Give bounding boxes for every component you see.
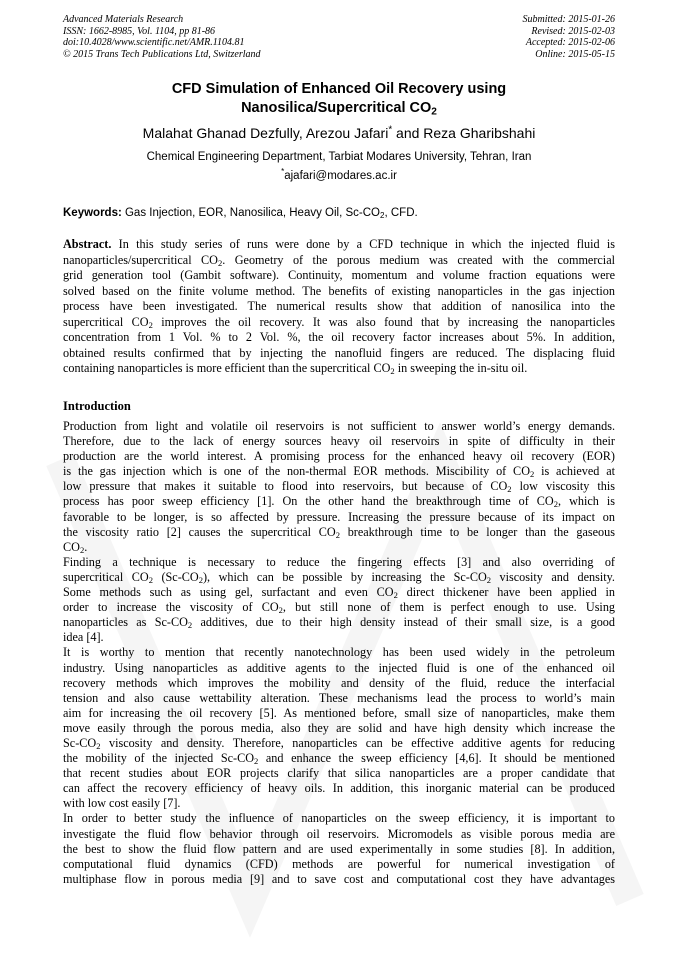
corresponding-mark: *: [388, 124, 393, 136]
body-line: multiphase flow in porous media [9] and to save cost and computational cost they have advantages: [63, 871, 615, 886]
introduction-body: [63, 419, 615, 887]
body-line: production are the world interest. A promising process for the enhanced heavy oil recovery (EOR): [63, 449, 615, 464]
date-revised: Revised: 2015-02-03: [531, 25, 615, 37]
corresponding-email: *ajafari@modares.ac.ir: [281, 167, 397, 182]
body-line: Therefore, due to the lack of energy sources heavy oil reservoirs in spite of difficulty in their: [63, 434, 615, 449]
abstract-line: Abstract. In this study series of runs were done by a CFD technique in which the injected fluid is: [63, 237, 615, 251]
body-line: aim for increasing the oil recovery [5]. As mentioned before, small size of nanoparticles, make them: [63, 705, 615, 720]
body-line: Finding a technique is necessary to reduce the fingering effects [3] and also overriding of: [63, 554, 615, 569]
abstract-line: grid generation tool (Gambit software). Continuity, momentum and volume fraction equations were: [63, 268, 615, 282]
body-line: Some methods such as using gel, surfactant and even $CO_2$ direct thickener have been applied in: [63, 585, 615, 601]
body-line: order to increase the viscosity of $CO_2$, but still none of them is perfect enough to use. Using: [63, 600, 616, 616]
body-line: $CO_2$.: [63, 539, 88, 555]
affiliation: Chemical Engineering Department, Tarbiat Modares University, Tehran, Iran: [146, 151, 532, 163]
keywords: Keywords: Gas Injection, EOR, Nanosilica, Heavy Oil, $Sc-CO_2$, CFD.: [63, 207, 418, 220]
issn-volume: ISSN: 1662-8985, Vol. 1104, pp 81-86: [63, 25, 216, 37]
abstract-line: nanoparticles/supercritical $CO_2$. Geometry of the porous medium was created with the commercial: [63, 252, 615, 268]
body-line: the viscosity ratio [2] causes the supercritical $CO_2$ breakthrough time to be longer than the gaseous: [63, 524, 615, 540]
body-line: process has poor sweep efficiency [1]. On the other hand the breakthrough time of $CO_2$, which is: [63, 494, 615, 510]
body-line: move easily through the porous media, also they are solid and have high density which increase the: [63, 720, 615, 735]
date-online: Online: 2015-05-15: [535, 48, 615, 60]
copyright: © 2015 Trans Tech Publications Ltd, Switzerland: [63, 48, 261, 60]
body-line: low pressure that makes it suitable to flood into reservoirs, but because of $CO_2$ low viscosity this: [63, 479, 615, 495]
author-3: and Reza Gharibshahi: [392, 125, 536, 141]
journal-name: Advanced Materials Research: [63, 14, 184, 25]
body-line: idea [4].: [63, 630, 104, 645]
abstract: [63, 237, 615, 377]
abstract-line: containing nanoparticles is more efficient than the supercritical $CO_2$ in sweeping the in-situ oil.: [63, 361, 528, 377]
author-list: [0, 124, 678, 142]
abstract-line: obtained results confirmed that by injecting the nanofluid fingers are reduced. The displacing fluid: [63, 345, 615, 360]
body-line: It is worthy to mention that recently nanotechnology has been used widely in the petroleum: [63, 645, 615, 660]
date-submitted: Submitted: 2015-01-26: [522, 14, 615, 25]
body-line: the best to show the fluid flow pattern and are used experimentally in some studies [8]. In addition,: [63, 841, 615, 856]
abstract-line: process have been investigated. The numerical results show that addition of nanosilica into the: [63, 299, 615, 313]
body-line: is the gas injection which is one of the non-thermal EOR methods. Miscibility of $CO_2$ is achieved at: [63, 464, 615, 480]
title-line-1: CFD Simulation of Enhanced Oil Recovery using: [171, 81, 507, 97]
section-heading-introduction: Introduction: [63, 399, 131, 413]
publication-dates: [523, 14, 616, 60]
body-line: nanoparticles as $Sc-CO_2$ additives, due to their high density instead of their small size, is a good: [63, 615, 615, 631]
abstract-label: Abstract.: [63, 237, 112, 251]
body-line: computational fluid dynamics (CFD) methods are powerful for numerical investigation of: [63, 856, 615, 871]
body-line: Production from light and volatile oil reservoirs is not sufficient to answer world’s energy demands.: [63, 419, 615, 433]
body-line: can affect the recovery efficiency of heavy oils. In addition, this inorganic material can be produced: [63, 781, 615, 796]
body-line: tension and also cause wettability alteration. These mechanisms lead the process to world’s main: [63, 690, 615, 705]
date-accepted: Accepted: 2015-02-06: [525, 37, 615, 48]
body-line: supercritical $CO_2$ $(Sc-CO_2)$, which can be possible by increasing the $Sc-CO_2$ viscosity and density.: [63, 569, 615, 586]
title-line-2: Nanosilica/Supercritical $CO_2$: [241, 100, 437, 118]
body-line: favorable to be longer, is so affected by pressure. Increasing the pressure because of its impact on: [63, 509, 615, 524]
abstract-line: concentration from 1 Vol. % to 2 Vol. %, the oil recovery factor increases about 5%. In addition,: [63, 330, 615, 344]
body-line: recovery methods which improves the mobility and density of the fluid, reduce the interfacial: [63, 675, 615, 690]
doi: doi:10.4028/www.scientific.net/AMR.1104.81: [63, 37, 245, 48]
abstract-line: solved based on the finite volume method. The benefits of existing nanoparticles in the gas injection: [63, 283, 615, 298]
body-line: the mobility of the injected $Sc-CO_2$ and enhance the sweep efficiency [4,6]. It should be mentioned: [63, 751, 615, 767]
paper-title: [0, 80, 678, 118]
author-2: Arezou Jafari: [305, 125, 389, 141]
body-line: In order to better study the influence of nanoparticles on the sweep efficiency, it is important to: [63, 811, 615, 826]
body-line: investigate the fluid flow behavior through oil reservoirs. Micromodels as visible porous media are: [63, 826, 615, 841]
author-1: Malahat Ghanad Dezfully,: [142, 125, 306, 141]
body-line: with low cost easily [7].: [63, 796, 181, 811]
body-line: that recent studies about EOR projects clarify that silica nanoparticles are a proper candidate that: [63, 766, 615, 781]
body-line: $Sc-CO_2$ viscosity and density. Therefore, nanoparticles can be effective additive agents for reducing: [63, 735, 615, 752]
journal-info: [63, 14, 261, 60]
keywords-label: Keywords:: [63, 207, 122, 219]
body-line: industry. Using nanoparticles as additive agents to the injected fluid is one of the enhanced oil: [63, 660, 615, 675]
abstract-line: supercritical $CO_2$ improves the oil recovery. It was also found that by increasing the nanoparticles: [63, 314, 615, 330]
